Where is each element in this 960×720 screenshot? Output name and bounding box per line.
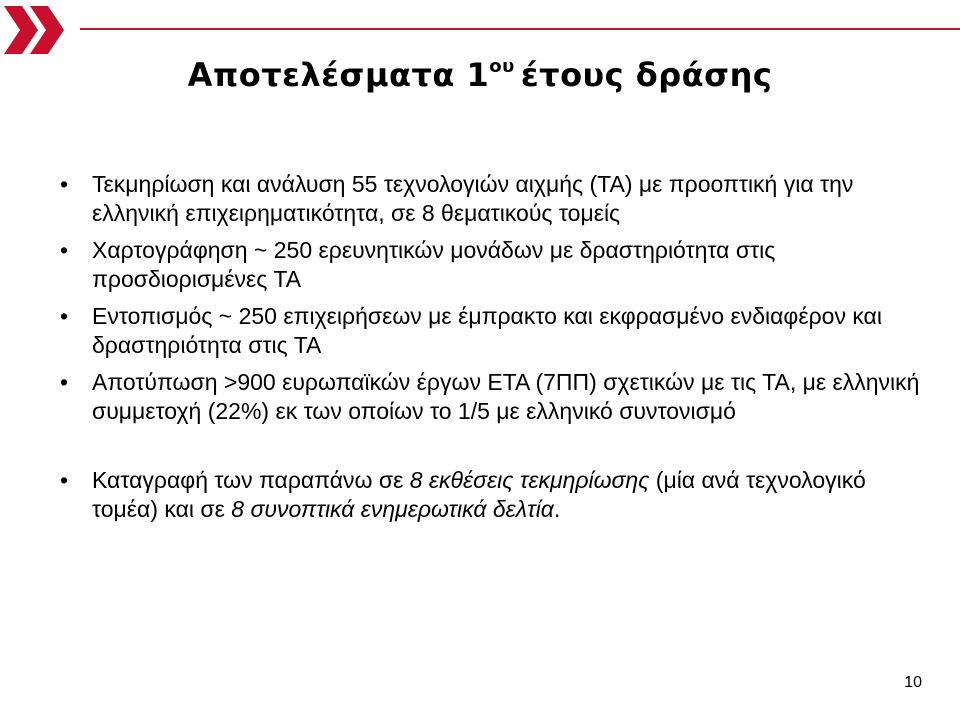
bullet-item [60,302,920,360]
bullet-list [60,170,920,532]
header-divider-line [80,28,960,30]
bullet-glyph: • [60,467,69,493]
red-double-chevron-logo-icon [0,0,80,60]
slide-title-superscript: ου [489,56,515,77]
bullet-text-italic-segment: 8 συνοπτικά ενημερωτικά δελτία [231,496,554,522]
bullet-glyph: • [60,369,69,395]
bullet-glyph: • [60,303,69,329]
bullet-text: Χαρτογράφηση ~ 250 ερευνητικών μονάδων με δραστηριότητα στις προσδιορισμένες ΤΑ [92,237,776,292]
slide-title [0,56,960,94]
bullet-text [92,467,866,522]
bullet-text-segment: . [553,496,561,522]
bullet-text: Αποτύπωση >900 ευρωπαϊκών έργων ΕΤΑ (7ΠΠ) σχετικών με τις ΤΑ, με ελληνική συμμετοχή (22%) εκ των οποίων το 1/5 με ελληνικό συντονισμό [92,369,920,424]
bullet-glyph: • [60,237,69,263]
bullet-item [60,368,920,426]
bullet-item [60,236,920,294]
page-number: 10 [904,674,922,691]
bullet-text-italic-segment: 8 εκθέσεις τεκμηρίωσης [409,467,650,493]
bullet-item [60,466,920,524]
slide-title-rest: έτους δράσης [520,56,773,94]
slide-title-main: Αποτελέσματα 1 [187,56,490,94]
bullet-text: Εντοπισμός ~ 250 επιχειρήσεων με έμπρακτο και εκφρασμένο ενδιαφέρον και δραστηριότητα στις ΤΑ [92,303,882,358]
bullet-text-segment: Καταγραφή των παραπάνω σε [92,467,410,493]
bullet-text: Τεκμηρίωση και ανάλυση 55 τεχνολογιών αιχμής (ΤΑ) με προοπτική για την ελληνική επιχειρηματικότητα, σε 8 θεματικούς τομείς [92,171,854,226]
bullet-item [60,170,920,228]
bullet-text-segment: (μία ανά τεχνολογικό τομέα) και σε [92,467,866,522]
bullet-glyph: • [60,171,69,197]
